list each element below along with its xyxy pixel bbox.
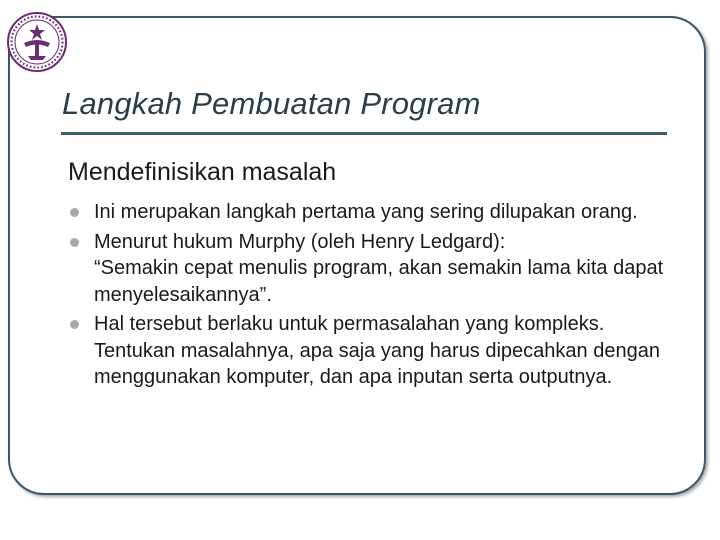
bullet-list: [68, 199, 668, 394]
university-seal-icon: [6, 11, 68, 73]
bullet-text: Menurut hukum Murphy (oleh Henry Ledgard):: [94, 230, 506, 253]
bullet-dot-icon: [70, 208, 79, 217]
bullet-item: [68, 199, 668, 226]
bullet-dot-icon: [70, 320, 79, 329]
title-divider: [61, 132, 667, 135]
bullet-text: Ini merupakan langkah pertama yang sering dilupakan orang.: [94, 201, 638, 223]
bullet-item: [68, 311, 668, 391]
slide-title: Langkah Pembuatan Program: [62, 86, 481, 121]
bullet-dot-icon: [70, 238, 79, 247]
bullet-quote: “Semakin cepat menulis program, akan semakin lama kita dapat menyelesaikannya”.: [94, 257, 664, 306]
section-heading: Mendefinisikan masalah: [68, 158, 337, 186]
bullet-text: Hal tersebut berlaku untuk permasalahan yang kompleks. Tentukan masalahnya, apa saja yang harus dipecahkan dengan menggunakan komputer, dan apa inputan serta outputnya.: [94, 313, 660, 388]
bullet-item: [68, 229, 668, 309]
